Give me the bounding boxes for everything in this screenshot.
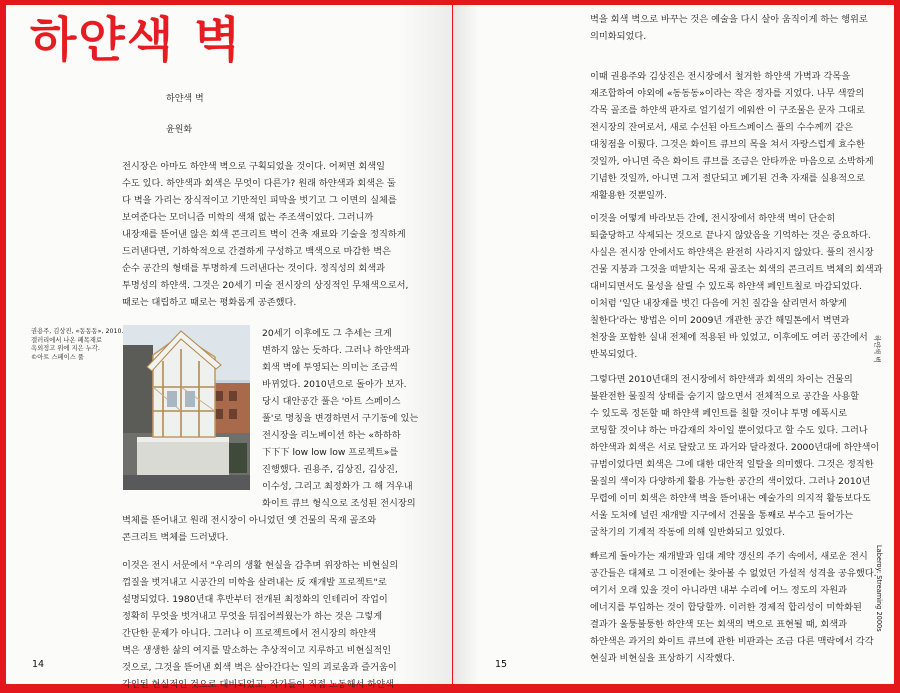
final-paragraph xyxy=(122,557,398,693)
text-line: 수도 있다. 하얀색과 회색은 무엇이 다른가? 원래 하얀색과 회색은 둘 xyxy=(122,178,396,189)
text-line: 결과가 울퉁불퉁한 하얀색 또는 회색의 벽으로 표현될 때, 회색과 xyxy=(590,619,848,630)
left-page xyxy=(6,5,452,690)
caption-line: ©아트 스페이스 풀 xyxy=(31,353,84,361)
text-line: 하얀색과 회색은 서로 달랐고 또 과거와 달라졌다. 2000년대에 하얀색이 xyxy=(590,442,880,453)
page-number-right: 15 xyxy=(495,659,508,670)
text-line: 빠르게 돌아가는 재개발과 임대 계약 갱신의 주기 속에서, 새로운 전시 xyxy=(590,551,868,562)
text-line: 바뀌었다. 2010년으로 돌아가 보자. xyxy=(262,379,407,390)
caption-line: 갤러리에서 나온 폐목재로 xyxy=(31,336,102,344)
text-line: 이때 권용주와 김상진은 전시장에서 철거한 하얀색 가벽과 각목을 xyxy=(590,71,851,82)
text-line: 순수 공간의 형태를 투명하게 드러낸다는 것이다. 정직성의 회색과 xyxy=(122,263,385,274)
text-line: 퇴출당하고 삭제되는 것으로 끝나지 않았음을 기억하는 것은 중요하다. xyxy=(590,230,871,241)
text-line: 반복되었다. xyxy=(590,349,638,360)
text-line: 대칭점을 이뤘다. 그것은 화이트 큐브의 목을 쳐서 자랑스럽게 효수한 xyxy=(590,139,865,150)
text-line: 전시장의 잔여로서, 새로 수선된 아트스페이스 풀의 수수께끼 같은 xyxy=(590,122,853,133)
text-line: 건물 지붕과 그것을 떠받치는 목재 골조는 회색의 콘크리트 벽체의 회색과 xyxy=(590,264,883,275)
text-line: 껍질을 벗겨내고 시공간의 미학을 살려내는 反 재개발 프로젝트"로 xyxy=(122,577,387,588)
text-line: 칠한다'라는 방법은 이미 2009년 개관한 공간 해밀톤에서 벽면과 xyxy=(590,315,850,326)
text-line: 불완전한 물질적 상태를 숨기지 않으면서 전체적으로 공간을 사용할 xyxy=(590,391,859,402)
text-line: 재조합하여 야외에 «동동동»이라는 작은 정자를 지었다. 나무 색깔의 xyxy=(590,88,865,99)
text-line: 것으로, 그것을 뜯어낸 회색 벽은 살아간다는 일의 괴로움과 즐거움이 xyxy=(122,662,397,673)
text-line: 벽체를 뜯어내고 원래 전시장이 아니었던 옛 건물의 목재 골조와 xyxy=(122,515,377,526)
book-spread xyxy=(6,5,894,690)
text-line: 무렵에 이미 회색은 하얀색 벽을 뜯어내는 예술가의 의지적 활동보다도 xyxy=(590,493,871,504)
text-line: 투명성의 하얀색. 그것은 20세기 미술 전시장의 상징적인 무채색으로서, xyxy=(122,280,409,291)
paragraph-5 xyxy=(590,548,877,667)
text-line: 변하지 않는 듯하다. 그러나 하얀색과 xyxy=(262,345,410,356)
page-number-left: 14 xyxy=(32,659,45,670)
text-line: 회색 벽에 투영되는 의미는 조금씩 xyxy=(262,362,398,373)
text-line: 간단한 문제가 아니다. 그러나 이 프로젝트에서 전시장의 하얀색 xyxy=(122,628,377,639)
paragraph-3 xyxy=(590,210,883,363)
text-line: 여기서 오래 있을 것이 아니라면 내부 수리에 어느 정도의 자원과 xyxy=(590,585,848,596)
text-line: 보여준다는 모더니즘 미학의 색채 없는 주조색이었다. 그러니까 xyxy=(122,212,374,223)
text-line: 下下下 low low low 프로젝트»를 xyxy=(262,447,399,458)
text-line: 설명되었다. 1980년대 후반부터 전개된 최정화의 인테리어 작업이 xyxy=(122,594,388,605)
text-line: 각인된 현실적인 것으로 대비되었고, 작가들이 직접 노동해서 하얀색 xyxy=(122,679,394,690)
text-line: 전시장은 아마도 하얀색 벽으로 구획되었을 것이다. 어쩌면 회색일 xyxy=(122,161,385,172)
text-line: 벽을 회색 벽으로 바꾸는 것은 예술을 다시 살아 움직이게 하는 행위로 xyxy=(590,14,868,25)
article-title: 하얀색 벽 xyxy=(30,12,243,68)
text-line: 서울 도처에 널린 재개발 지구에서 건물을 통째로 부수고 들어가는 xyxy=(590,510,853,521)
text-line: 하얀색은 과거의 화이트 큐브에 관한 비판과는 조금 다른 맥락에서 각각 xyxy=(590,636,874,647)
text-line: 규범이었다면 회색은 그에 대한 대안적 일탈을 의미했다. 그것은 정직한 xyxy=(590,459,874,470)
wrap-paragraph xyxy=(262,325,418,512)
text-line: 사실은 전시장 안에서도 하얀색은 완전히 사라지지 않았다. 풀의 전시장 xyxy=(590,247,874,258)
paragraph-2 xyxy=(590,68,874,204)
author-name: 윤원화 xyxy=(166,125,193,135)
running-head-vertical: 하얀색 벽 xyxy=(873,335,881,363)
text-line: 의미화되었다. xyxy=(590,31,647,42)
text-line: 전시장을 리노베이션 하는 «하하하 xyxy=(262,430,401,441)
intro-paragraph xyxy=(122,158,408,311)
text-line: 이것을 어떻게 바라보든 간에, 전시장에서 하얀색 벽이 단순히 xyxy=(590,213,836,224)
pavilion-photo xyxy=(123,325,250,490)
text-line: 수 있도록 정돈할 때 하얀색 페인트를 칠할 것이냐 투명 에폭시로 xyxy=(590,408,848,419)
text-line: 벽은 생생한 삶의 여지를 말소하는 추상적이고 지루하고 비현실적인 xyxy=(122,645,391,656)
text-line: 화이트 큐브 형식으로 조성된 전시장의 xyxy=(262,498,416,509)
footer-vertical: Laberoy: Streaming 2000s xyxy=(875,545,883,632)
text-line: 드러낸다면, 기하학적으로 간결하게 구성하고 백색으로 마감한 벽은 xyxy=(122,246,391,257)
caption-line: 권용주, 김상진, «동동동», 2010. xyxy=(31,328,124,335)
text-line: 20세기 이후에도 그 추세는 크게 xyxy=(262,328,392,339)
text-line: 이것은 전시 서문에서 "우리의 생활 현실을 감추며 위장하는 비현실의 xyxy=(122,560,399,571)
text-line: 굴착기의 기계적 작동에 의해 일반화되고 있었다. xyxy=(590,527,786,538)
right-page xyxy=(453,5,894,684)
text-line: 각목 골조를 하얀색 판자로 얼기설기 에워싼 이 구조물은 문자 그대로 xyxy=(590,105,865,116)
text-line: 공간들은 대체로 그 이전에는 찾아볼 수 없었던 가설적 성격을 공유했다. xyxy=(590,568,877,579)
text-line: 에너지를 투입하는 것이 합당할까. 이러한 경제적 합리성이 미학화된 xyxy=(590,602,862,613)
text-line: 당시 대안공간 풀은 '아트 스페이스 xyxy=(262,396,401,407)
continued-paragraph xyxy=(122,512,376,546)
text-line: 때로는 대립하고 때로는 평화롭게 공존했다. xyxy=(122,297,297,308)
caption-line: 옥외정고 위에 지은 누각. xyxy=(31,345,100,353)
text-line: 진행했다. 권용주, 김상진, 김상진, xyxy=(262,464,398,475)
pavilion-photo-image xyxy=(123,325,250,490)
text-line: 것일까, 아니면 죽은 화이트 큐브를 조금은 안타까운 마음으로 소박하게 xyxy=(590,156,874,167)
text-line: 물질의 색이자 다양하게 활용 가능한 공간의 색이었다. 그러나 2010년 xyxy=(590,476,871,487)
text-line: 코팅할 것이냐 하는 마감재의 차이일 뿐이었다고 할 수도 있다. 그러나 xyxy=(590,425,868,436)
text-line: 그렇다면 2010년대의 전시장에서 하얀색과 회색의 차이는 건물의 xyxy=(590,374,853,385)
text-line: 재활용한 것뿐일까. xyxy=(590,190,667,201)
text-line: 대비되면서도 물성을 살릴 수 있도록 하얀색 페인트칠로 마감되었다. xyxy=(590,281,862,292)
paragraph-1 xyxy=(590,11,868,45)
text-line: 내장재를 뜯어낸 않은 회색 콘크리트 벽이 건축 재료와 기술을 정직하게 xyxy=(122,229,406,240)
article-subtitle: 하얀색 벽 xyxy=(166,94,204,104)
text-line: 기념한 것일까, 아니면 그저 절단되고 폐기된 건축 자재를 실용적으로 xyxy=(590,173,865,184)
text-line: 풀'로 명칭을 변경하면서 구기동에 있는 xyxy=(262,413,419,424)
text-line: 현실과 비현실을 표상하기 시작했다. xyxy=(590,653,735,664)
paragraph-4 xyxy=(590,371,879,541)
text-line: 콘크리트 벽체를 드러냈다. xyxy=(122,532,229,543)
text-line: 천장을 포함한 실내 전체에 적용된 바 있었고, 이후에도 여러 공간에서 xyxy=(590,332,868,343)
text-line: 정확히 무엇을 벗겨내고 무엇을 뒤집어씌웠는가 하는 것은 그렇게 xyxy=(122,611,383,622)
text-line: 이처럼 '일단 내장재를 벗긴 다음에 거친 질감을 살리면서 하얗게 xyxy=(590,298,847,309)
text-line: 다 벽을 가리는 장식적이고 기만적인 피막을 벗기고 그 이면의 실체를 xyxy=(122,195,397,206)
photo-caption xyxy=(31,328,124,362)
text-line: 이수성, 그리고 최정화가 그 해 겨우내 xyxy=(262,481,413,492)
